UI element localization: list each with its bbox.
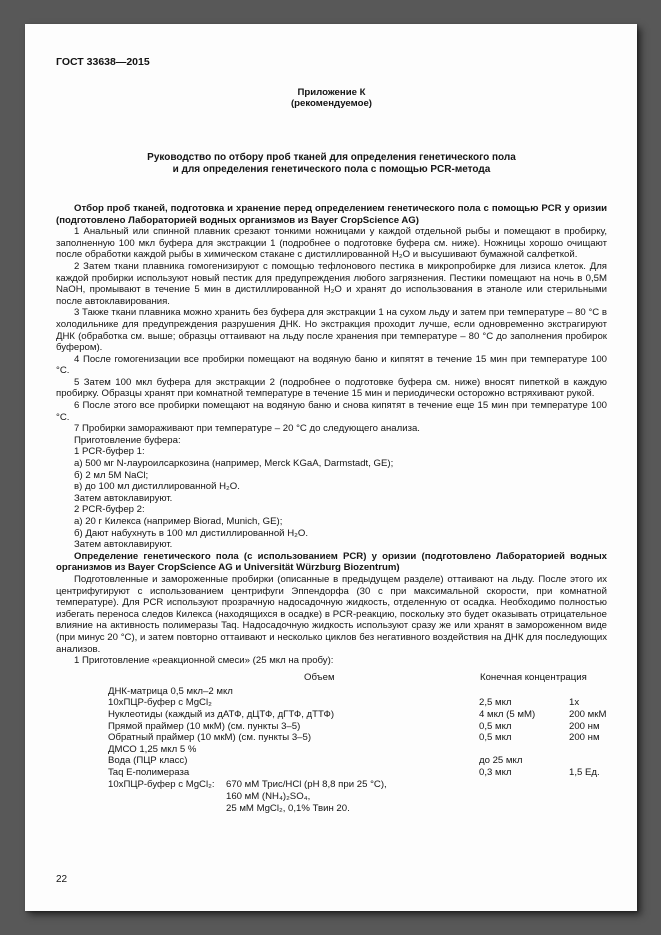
document-title-line1: Руководство по отбору проб тканей для определения генетического пола bbox=[147, 151, 516, 163]
mix-table bbox=[108, 672, 607, 815]
buffer-prep-line: Затем автоклавируют. bbox=[74, 539, 173, 551]
table-row bbox=[108, 755, 607, 767]
body-paragraph: Подготовленные и замороженные пробирки (описанные в предыдущем разделе) оттаивают на льду. После этого их центрифугируют с использованием центрифуги Эппендорфа (30 с при максимальной скорости, при комнатной температуре). Для PCR используют прозрачную надосадочную жидкость, отделенную от осадка. Необходимо полностью избегать переноса следов Килекса (находящихся в осадке) в PCR-реакцию, поскольку это будет оказывать отрицательное влияние на активность полимеразы Taq. Надосадочную жидкость используют сразу же или хранят в замороженном виде (при минус 20 °C), и затем повторно оттаивают и несколько циклов без негативного воздействия на ДНК для последующих анализов. bbox=[56, 573, 607, 655]
cell-concentration: 1,5 Ед. bbox=[569, 766, 600, 778]
body-paragraph: 4 После гомогенизации все пробирки помещают на водяную баню и кипятят в течение 15 мин при температуре 100 °C. bbox=[56, 353, 607, 377]
body-paragraph: 3 Также ткани плавника можно хранить без буфера для экстракции 1 на сухом льду и затем при температуре – 80 °C в холодильнике для предупреждения разрушения ДНК. Но экстракция проходит лучше, если одновременно экстрагируют ДНК (обработка см. выше; образцы оттаивают на льду после хранения при температуре – 80 °C до заполнения пробирок буфером). bbox=[56, 307, 607, 354]
table-row bbox=[108, 709, 607, 721]
body-paragraph: 7 Пробирки замораживают при температуре – 20 °C до следующего анализа. bbox=[74, 423, 420, 435]
cell-volume bbox=[479, 686, 569, 698]
section2-heading: Определение генетического пола (с использованием PCR) у оризии (подготовлено Лабораторией водных организмов из Bayer CropScience AG и Universität Würzburg Biozentrum) bbox=[56, 550, 607, 574]
cell-concentration bbox=[569, 686, 607, 698]
buffer-prep-line: 1 PCR-буфер 1: bbox=[74, 446, 145, 458]
cell-concentration: 200 нм bbox=[569, 720, 600, 732]
body-paragraph: 2 Затем ткани плавника гомогенизируют с помощью тефлонового пестика в микропробирке для лизиса клеток. Для каждой пробирки используют новый пестик для предупреждения любого загрязнения. Пестики помещают на ночь в 0,5M NaOH, промывают в течение 5 мин в дистиллированной H₂O и хранят до использования в этаноле или стерильными после автоклавирования. bbox=[56, 260, 607, 307]
table-row bbox=[108, 744, 607, 756]
cell-name: ДНК-матрица 0,5 мкл–2 мкл bbox=[108, 685, 233, 697]
buffer-prep-line: а) 500 мг N-лауроилсаркозина (например, Merck KGaA, Darmstadt, GE); bbox=[74, 458, 394, 470]
table-row bbox=[108, 697, 607, 709]
column-header-concentration: Конечная концентрация bbox=[480, 671, 587, 683]
cell-concentration bbox=[569, 744, 607, 756]
buffer-prep-line: б) Дают набухнуть в 100 мл дистиллированной H₂O. bbox=[74, 527, 308, 539]
buffer-note-lines bbox=[226, 779, 387, 814]
buffer-note bbox=[108, 779, 607, 814]
buffer-note-line: 670 мМ Трис/HCl (pH 8,8 при 25 °C), bbox=[226, 779, 387, 791]
page-number: 22 bbox=[56, 874, 68, 886]
cell-concentration: 1х bbox=[569, 697, 580, 709]
buffer-prep-line: б) 2 мл 5M NaCl; bbox=[74, 469, 149, 481]
cell-volume: 0,5 мкл bbox=[479, 732, 512, 744]
buffer-prep-line: Затем автоклавируют. bbox=[74, 492, 173, 504]
buffer-note-line: 25 мМ MgCl₂, 0,1% Твин 20. bbox=[226, 802, 350, 814]
cell-volume: 2,5 мкл bbox=[479, 697, 512, 709]
mix-title: 1 Приготовление «реакционной смеси» (25 мкл на пробу): bbox=[74, 655, 334, 667]
cell-concentration: 200 мкМ bbox=[569, 708, 607, 720]
buffer-prep-line: в) до 100 мл дистиллированной H₂O. bbox=[74, 481, 240, 493]
document-title-line2: и для определения генетического пола с помощью PCR-метода bbox=[172, 164, 491, 176]
cell-name: 10хПЦР-буфер с MgCl₂ bbox=[108, 697, 212, 709]
document-page bbox=[25, 24, 637, 911]
cell-name: Taq E-полимераза bbox=[108, 766, 190, 778]
table-header-row bbox=[108, 672, 607, 686]
cell-volume bbox=[479, 744, 569, 756]
cell-concentration bbox=[569, 755, 607, 767]
cell-volume: 4 мкл (5 мМ) bbox=[479, 708, 536, 720]
cell-name: Прямой праймер (10 мкМ) (см. пункты 3–5) bbox=[108, 720, 301, 732]
cell-concentration: 200 нм bbox=[569, 732, 600, 744]
table-row bbox=[108, 767, 607, 779]
buffer-note-label: 10хПЦР-буфер с MgCl₂: bbox=[108, 779, 215, 791]
annex-note: (рекомендуемое) bbox=[290, 98, 372, 110]
cell-name: Вода (ПЦР класс) bbox=[108, 755, 188, 767]
buffer-prep-line: 2 PCR-буфер 2: bbox=[74, 504, 145, 516]
buffer-prep-line: а) 20 г Килекса (например Biorad, Munich, GE); bbox=[74, 516, 283, 527]
body-paragraph: 6 После этого все пробирки помещают на водяную баню и снова кипятят в течение еще 15 мин при температуре 100 °C. bbox=[56, 400, 607, 423]
cell-name: Нуклеотиды (каждый из дАТФ, дЦТФ, дГТФ, дТТФ) bbox=[108, 708, 335, 720]
cell-name: ДМСО 1,25 мкл 5 % bbox=[108, 743, 197, 755]
cell-volume: до 25 мкл bbox=[479, 755, 523, 767]
cell-volume: 0,5 мкл bbox=[479, 720, 512, 732]
table-row bbox=[108, 721, 607, 733]
page-content bbox=[25, 24, 637, 911]
buffer-prep-title: Приготовление буфера: bbox=[74, 434, 181, 446]
table-row bbox=[108, 686, 607, 698]
cell-name: Обратный праймер (10 мкМ) (см. пункты 3–5) bbox=[108, 732, 312, 744]
buffer-note-line: 160 мМ (NH₄)₂SO₄, bbox=[226, 791, 311, 803]
doc-number: ГОСТ 33638—2015 bbox=[56, 56, 150, 68]
document-title bbox=[56, 152, 607, 177]
body-paragraph: 1 Анальный или спинной плавник срезают тонкими ножницами у каждой отдельной рыбы и помещают в пробирку, заполненную 100 мкл буфера для экстракции 1 (подробнее о подготовке буфера см. ниже). Ножницы хорошо очищают после обработки каждой рыбы в химическом стакане с дистиллированной H₂O и высушивают бумажной салфеткой. bbox=[56, 226, 607, 261]
section1-heading: Отбор проб тканей, подготовка и хранение перед определением генетического пола с помощью PCR у оризии (подготовлено Лабораторией водных организмов из Bayer CropScience AG) bbox=[56, 202, 607, 226]
body-paragraph: 5 Затем 100 мкл буфера для экстракции 2 (подробнее о подготовке буфера см. ниже) вносят пипеткой в каждую пробирку. Образцы хранят при комнатной температуре в течение 15 мин и периодически осторожно встряхивают рукой. bbox=[56, 376, 607, 400]
column-header-volume: Объем bbox=[304, 671, 335, 683]
annex-label: Приложение К bbox=[297, 86, 366, 98]
cell-volume: 0,3 мкл bbox=[479, 766, 512, 778]
annex-block bbox=[56, 87, 607, 110]
table-row bbox=[108, 732, 607, 744]
